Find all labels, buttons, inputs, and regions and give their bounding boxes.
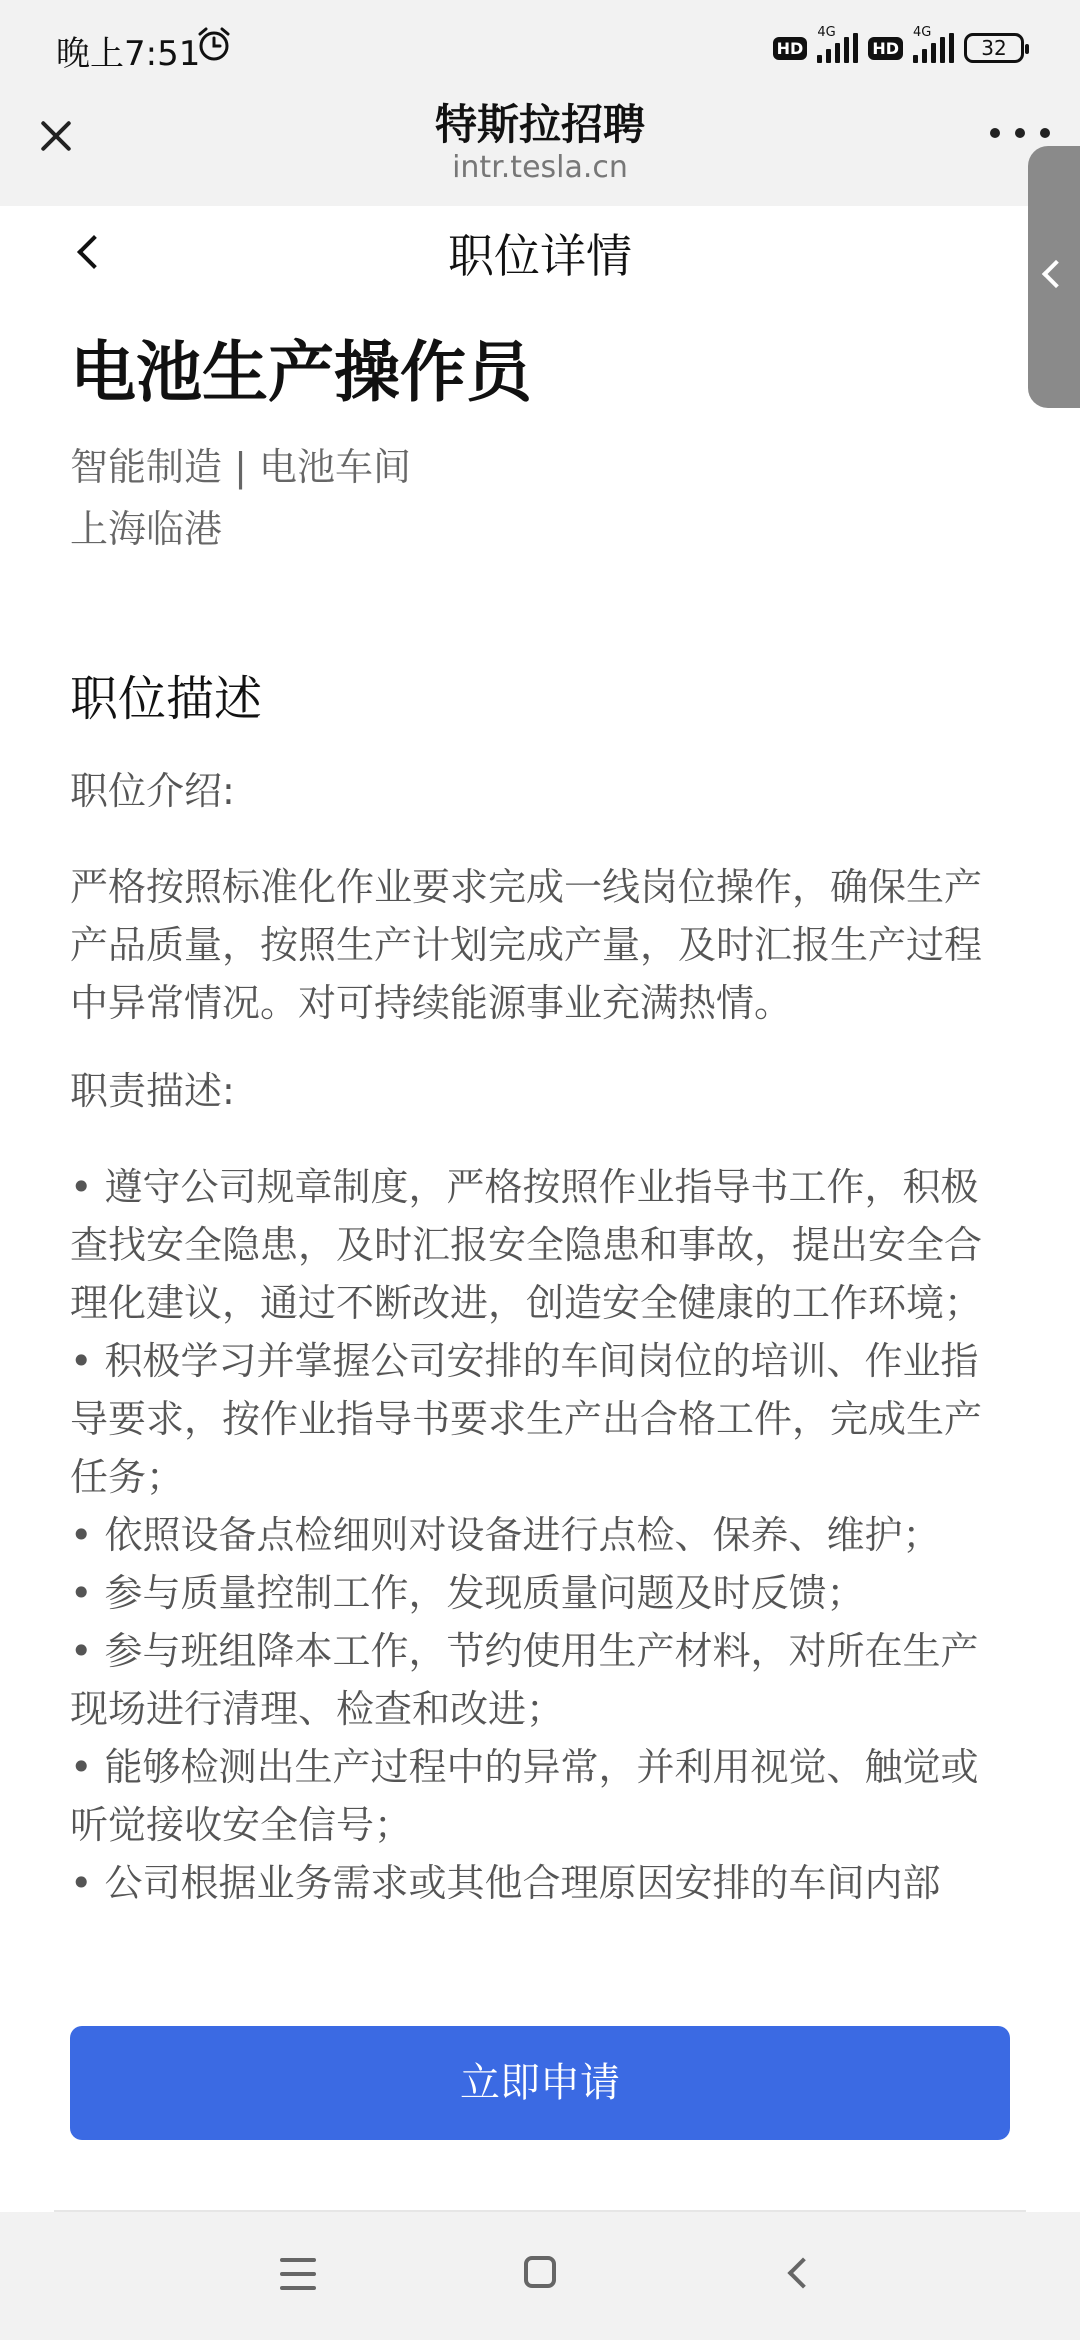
alarm-clock-icon [196,26,232,62]
site-title: 特斯拉招聘 [434,100,645,149]
duty-item: • 遵守公司规章制度，严格按照作业指导书工作，积极查找安全隐患，及时汇报安全隐患和事故，提出安全合理化建议，通过不断改进，创造安全健康的工作环境； [70,1165,983,1325]
duty-item: • 依照设备点检细则对设备进行点检、保养、维护； [70,1513,941,1557]
job-title: 电池生产操作员 [70,334,532,411]
nav-back-icon[interactable] [784,2258,812,2286]
page-title: 职位详情 [448,229,632,283]
hd-badge-2: HD [868,37,903,60]
intro-label: 职位介绍: [70,769,235,813]
duties-label: 职责描述: [70,1069,235,1113]
duty-item: • 公司根据业务需求或其他合理原因安排的车间内部 [70,1861,941,1905]
site-url: intr.tesla.cn [452,150,628,185]
system-nav-bar [0,2212,1080,2340]
more-options-icon[interactable] [990,126,1050,140]
menu-icon[interactable] [280,2258,316,2292]
section-title-description: 职位描述 [70,671,263,727]
hd-badge-1: HD [773,37,808,60]
signal-icon-1 [817,25,858,63]
duty-item: • 能够检测出生产过程中的异常，并利用视觉、触觉或听觉接收安全信号； [70,1745,979,1847]
status-bar [0,0,1080,90]
job-detail-content [70,330,1010,1912]
battery-icon: 32 [964,33,1024,63]
duty-item: • 参与质量控制工作，发现质量问题及时反馈； [70,1571,865,1615]
apply-bar [0,1980,1080,2210]
apply-now-button[interactable]: 立即申请 [70,2026,1010,2140]
network-type-1: 4G [817,25,836,40]
duty-item: • 积极学习并掌握公司安排的车间岗位的培训、作业指导要求，按作业指导书要求生产出合格工件，完成生产任务； [70,1339,983,1499]
job-location: 上海临港 [70,507,223,551]
status-time: 晚上7:51 [56,34,201,74]
page-header [0,206,1080,296]
duty-item: • 参与班组降本工作，节约使用生产材料，对所在生产现场进行清理、检查和改进； [70,1629,979,1731]
status-indicators [773,25,1024,68]
job-department: 智能制造 | 电池车间 [70,445,411,489]
duties-list [70,1158,1010,1912]
intro-text: 严格按照标准化作业要求完成一线岗位操作，确保生产产品质量，按照生产计划完成产量，及时汇报生产过程中异常情况。对可持续能源事业充满热情。 [70,865,983,1025]
network-type-2: 4G [913,25,932,40]
home-icon[interactable] [524,2256,556,2288]
signal-icon-2 [913,25,954,63]
browser-title-bar [0,90,1080,206]
